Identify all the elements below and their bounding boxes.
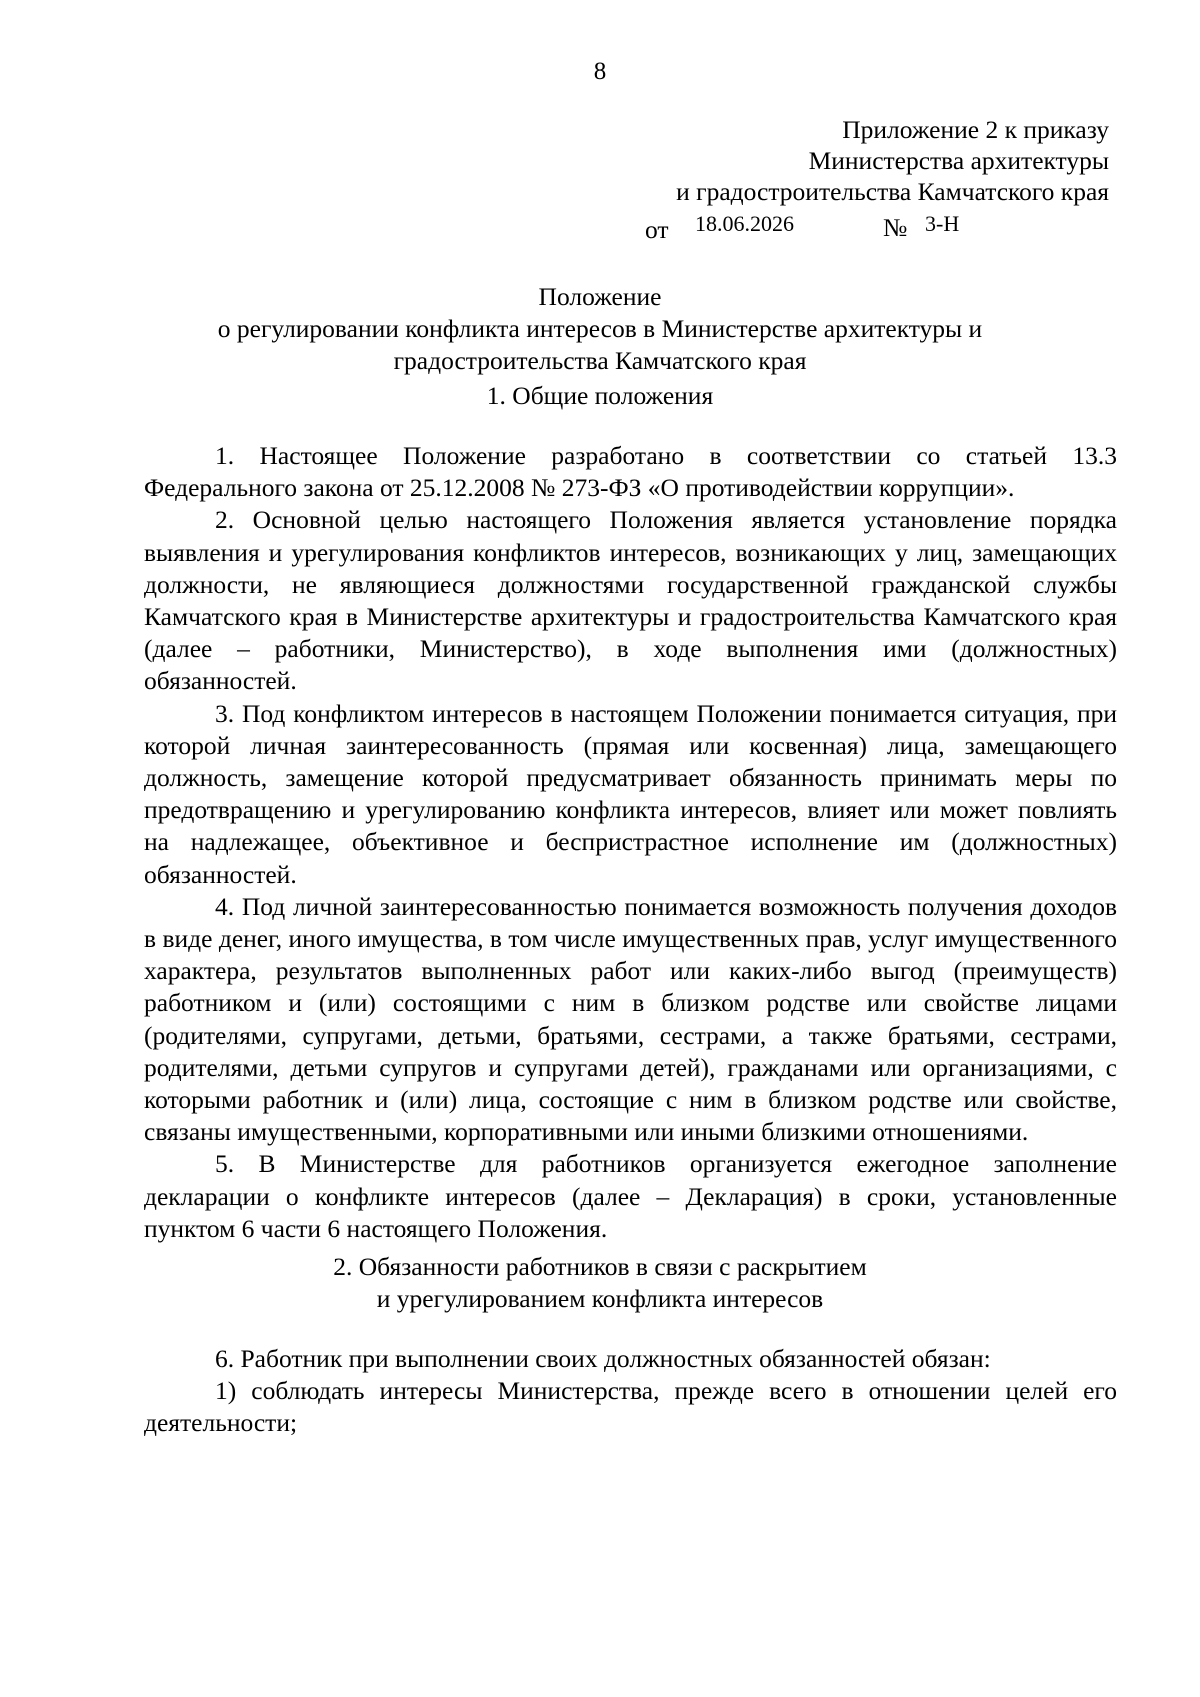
order-date-number [645, 211, 1065, 245]
section-2-heading-line-1: 2. Обязанности работников в связи с раскрытием [333, 1252, 867, 1281]
order-number: 3-Н [925, 211, 960, 236]
paragraph-3: 3. Под конфликтом интересов в настоящем Положении понимается ситуация, при которой личная заинтересованность (прямая или косвенная) лица, замещающего должность, замещение которой предусматривает обязанность принимать меры по предотвращению и урегулированию конфликта интересов, влияет или может повлиять на надлежащее, объективное и беспристрастное исполнение им (должностных) обязанностей. [144, 698, 1117, 889]
date-prefix: от [645, 215, 669, 244]
appendix-line-1: Приложение 2 к приказу [842, 115, 1109, 144]
title-line-2: о регулировании конфликта интересов в Министерстве архитектуры и [217, 314, 983, 343]
page-number: 8 [593, 58, 607, 85]
appendix-line-2: Министерства архитектуры [808, 146, 1109, 175]
paragraph-6-item-1: 1) соблюдать интересы Министерства, прежде всего в отношении целей его деятельности; [144, 1376, 1117, 1438]
appendix-header [489, 114, 1109, 207]
paragraph-5: 5. В Министерстве для работников организуется ежегодное заполнение декларации о конфликте интересов (далее – Декларация) в сроки, установленные пунктом 6 части 6 настоящего Положения. [144, 1149, 1117, 1243]
title-line-1: Положение [538, 282, 662, 311]
section-1-body [144, 440, 1117, 1245]
document-title [0, 281, 1200, 377]
paragraph-1: 1. Настоящее Положение разработано в соответствии со статьей 13.3 Федерального закона от 25.12.2008 № 273-ФЗ «О противодействии коррупции». [144, 441, 1117, 503]
paragraph-2: 2. Основной целью настоящего Положения является установление порядка выявления и урегулирования конфликтов интересов, возникающих у лиц, замещающих должности, не являющиеся должностями государственной гражданской службы Камчатского края в Министерстве архитектуры и градостроительства Камчатского края (далее – работники, Министерство), в ходе выполнения ими (должностных) обязанностей. [144, 505, 1117, 696]
paragraph-4: 4. Под личной заинтересованностью понимается возможность получения доходов в виде денег, иного имущества, в том числе имущественных прав, услуг имущественного характера, результатов выполненных работ или каких-либо выгод (преимуществ) работником и (или) состоящими с ним в близком родстве или свойстве лицами (родителями, супругами, детьми, братьями, сестрами, а также братьями, сестрами, родителями, детьми супругов и супругами детей), гражданами или организациями, с которыми работник и (или) лица, состоящие с ним в близком родстве или свойстве, связаны имущественными, корпоративными или иными близкими отношениями. [144, 891, 1117, 1147]
section-1-heading-text: 1. Общие положения [486, 381, 714, 410]
order-date: 18.06.2026 [695, 211, 794, 236]
number-sign: № [883, 213, 908, 242]
paragraph-6: 6. Работник при выполнении своих должностных обязанностей обязан: [215, 1344, 991, 1373]
section-2-heading-line-2: и урегулированием конфликта интересов [376, 1284, 824, 1313]
title-line-3: градостроительства Камчатского края [393, 346, 807, 375]
section-2-heading [0, 1251, 1200, 1315]
section-2-body [144, 1343, 1117, 1440]
section-1-heading [0, 380, 1200, 412]
appendix-line-3: и градостроительства Камчатского края [676, 177, 1109, 206]
